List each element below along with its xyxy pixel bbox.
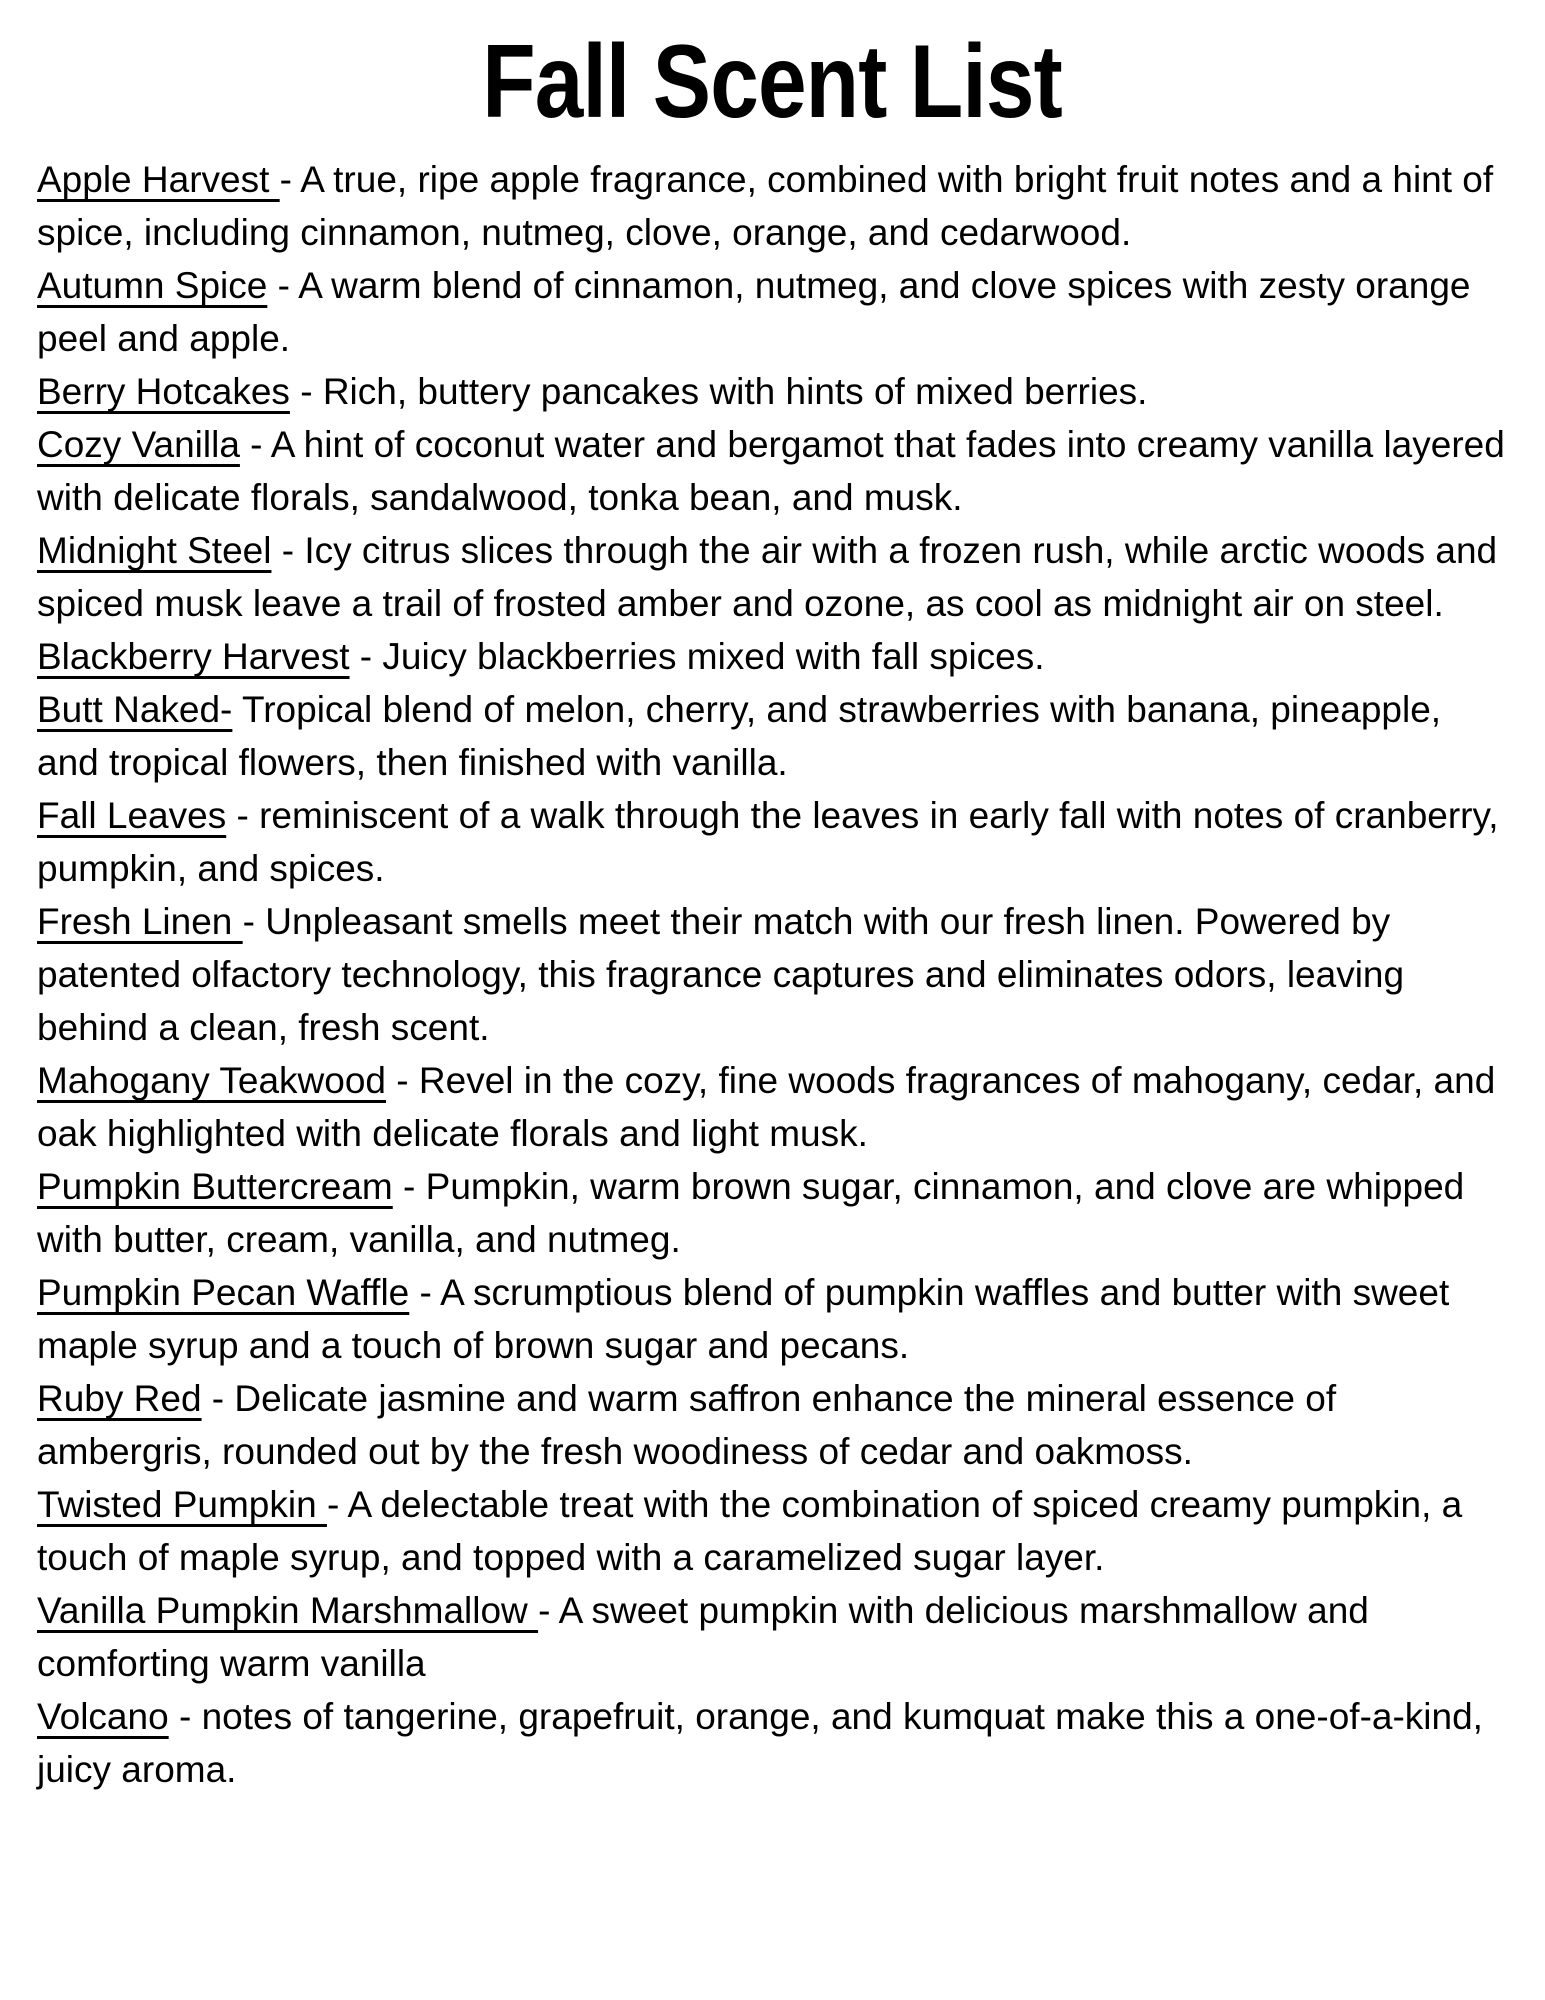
scent-description: Delicate jasmine and warm saffron enhance the mineral essence of ambergris, rounded out by the fresh woodiness of cedar and oakmoss.	[37, 1378, 1337, 1472]
separator	[232, 689, 242, 730]
scent-name: Mahogany Teakwood	[37, 1060, 387, 1101]
scent-entry-berry-hotcakes	[37, 365, 1508, 418]
scent-entry-pumpkin-pecan-waffle	[37, 1266, 1508, 1372]
separator: -	[349, 636, 383, 677]
page-title-text: Fall Scent List	[482, 24, 1063, 140]
scent-entry-fresh-linen	[37, 895, 1508, 1054]
separator: -	[168, 1696, 202, 1737]
scent-entry-cozy-vanilla	[37, 418, 1508, 524]
scent-name: Midnight Steel	[37, 530, 272, 571]
scent-description: A scrumptious blend of pumpkin waffles and butter with sweet maple syrup and a touch of brown sugar and pecans.	[37, 1272, 1450, 1366]
scent-description: A true, ripe apple fragrance, combined with bright fruit notes and a hint of spice, including cinnamon, nutmeg, clove, orange, and cedarwood.	[37, 159, 1494, 253]
separator: -	[289, 371, 323, 412]
separator: -	[538, 1590, 559, 1631]
scent-entry-volcano	[37, 1690, 1508, 1796]
scent-name: Butt Naked-	[37, 689, 233, 730]
scent-entry-fall-leaves	[37, 789, 1508, 895]
scent-name: Twisted Pumpkin	[37, 1484, 327, 1525]
separator: -	[326, 1484, 348, 1525]
scent-entry-twisted-pumpkin	[37, 1478, 1508, 1584]
scent-name: Autumn Spice	[37, 265, 268, 306]
separator: -	[386, 1060, 419, 1101]
scent-entry-autumn-spice	[37, 259, 1508, 365]
scent-description: A sweet pumpkin with delicious marshmallow and comforting warm vanilla	[37, 1590, 1369, 1684]
separator: -	[201, 1378, 235, 1419]
scent-name: Pumpkin Buttercream	[37, 1166, 393, 1207]
scent-entry-blackberry-harvest	[37, 630, 1508, 683]
separator: -	[239, 424, 271, 465]
scent-entry-midnight-steel	[37, 524, 1508, 630]
separator: -	[242, 901, 266, 942]
separator: -	[271, 530, 305, 571]
scent-name: Apple Harvest	[37, 159, 280, 200]
separator: -	[409, 1272, 441, 1313]
scent-description: Tropical blend of melon, cherry, and strawberries with banana, pineapple, and tropical flowers, then finished with vanilla.	[37, 689, 1442, 783]
scent-name: Ruby Red	[37, 1378, 202, 1419]
scent-entry-butt-naked	[37, 683, 1508, 789]
page-title	[37, 24, 1508, 140]
scent-name: Pumpkin Pecan Waffle	[37, 1272, 410, 1313]
scent-name: Vanilla Pumpkin Marshmallow	[37, 1590, 539, 1631]
scent-name: Berry Hotcakes	[37, 371, 290, 412]
scent-description: reminiscent of a walk through the leaves in early fall with notes of cranberry, pumpkin, and spices.	[37, 795, 1499, 889]
separator: -	[392, 1166, 426, 1207]
scent-entry-vanilla-pumpkin-marshmallow	[37, 1584, 1508, 1690]
scent-description: A delectable treat with the combination of spiced creamy pumpkin, a touch of maple syrup, and topped with a caramelized sugar layer.	[37, 1484, 1463, 1578]
scent-entry-pumpkin-buttercream	[37, 1160, 1508, 1266]
scent-description: Unpleasant smells meet their match with our fresh linen. Powered by patented olfactory technology, this fragrance captures and eliminates odors, leaving behind a clean, fresh scent.	[37, 901, 1405, 1048]
separator: -	[226, 795, 260, 836]
scent-name: Fresh Linen	[37, 901, 243, 942]
scent-name: Volcano	[37, 1696, 169, 1737]
scent-description: A warm blend of cinnamon, nutmeg, and clove spices with zesty orange peel and apple.	[37, 265, 1471, 359]
scent-description: Juicy blackberries mixed with fall spices.	[382, 636, 1045, 677]
scent-entry-mahogany-teakwood	[37, 1054, 1508, 1160]
scent-entry-ruby-red	[37, 1372, 1508, 1478]
scent-description: A hint of coconut water and bergamot that fades into creamy vanilla layered with delicate florals, sandalwood, tonka bean, and musk.	[37, 424, 1505, 518]
separator: -	[267, 265, 299, 306]
scent-name: Fall Leaves	[37, 795, 227, 836]
scent-description: Rich, buttery pancakes with hints of mixed berries.	[322, 371, 1148, 412]
scent-name: Cozy Vanilla	[37, 424, 240, 465]
scent-entry-apple-harvest	[37, 153, 1508, 259]
scent-description: Pumpkin, warm brown sugar, cinnamon, and clove are whipped with butter, cream, vanilla, and nutmeg.	[37, 1166, 1465, 1260]
scent-name: Blackberry Harvest	[37, 636, 350, 677]
scent-description: Icy citrus slices through the air with a frozen rush, while arctic woods and spiced musk leave a trail of frosted amber and ozone, as cool as midnight air on steel.	[37, 530, 1498, 624]
scent-description: notes of tangerine, grapefruit, orange, and kumquat make this a one-of-a-kind, juicy aroma.	[37, 1696, 1483, 1790]
separator: -	[279, 159, 301, 200]
scent-description: Revel in the cozy, fine woods fragrances of mahogany, cedar, and oak highlighted with delicate florals and light musk.	[37, 1060, 1496, 1154]
